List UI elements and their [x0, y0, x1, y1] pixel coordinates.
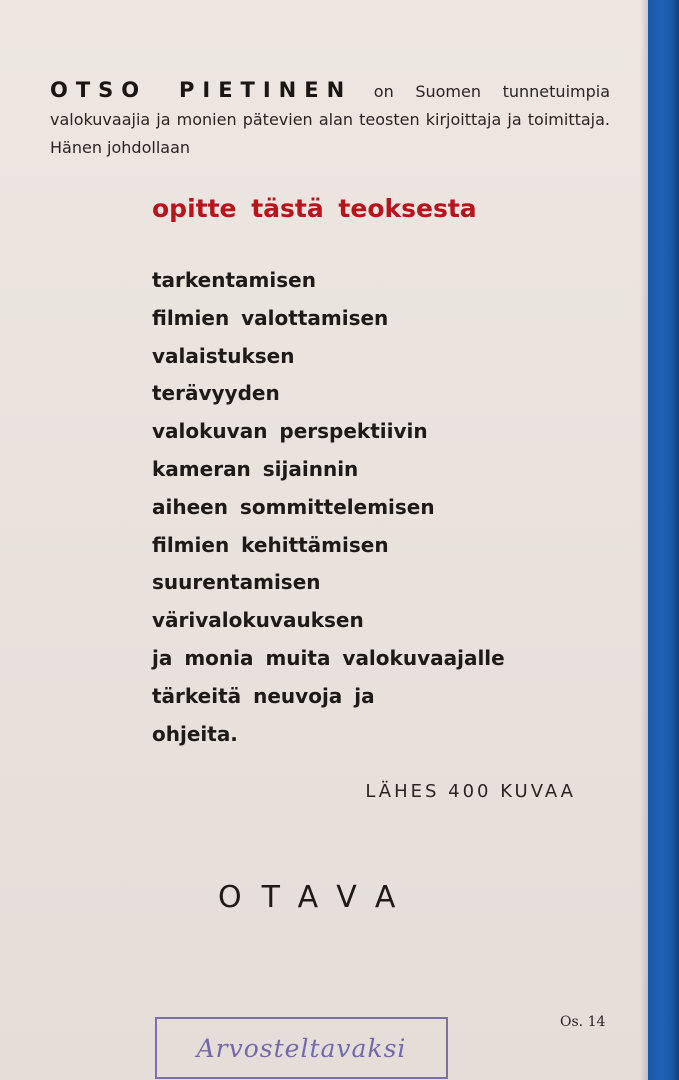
section-heading: opitte tästä teoksesta [152, 194, 477, 223]
topic-list [152, 262, 505, 753]
list-item: ohjeita. [152, 721, 238, 746]
list-item: suurentamisen [152, 570, 321, 595]
list-item: filmien kehittämisen [152, 532, 389, 557]
publisher-name: OTAVA [218, 880, 416, 915]
list-item: ja monia muita valokuvaajalle [152, 645, 505, 670]
list-item: valaistuksen [152, 343, 295, 368]
author-name: OTSO PIETINEN [50, 78, 353, 102]
list-item: tärkeitä neuvoja ja [152, 683, 375, 708]
list-item: filmien valottamisen [152, 305, 389, 330]
review-stamp [155, 1017, 448, 1079]
photo-count-note: LÄHES 400 KUVAA [365, 781, 576, 802]
list-item: aiheen sommittelemisen [152, 494, 435, 519]
list-item: tarkentamisen [152, 268, 316, 292]
list-item: terävyyden [152, 381, 280, 406]
catalog-code: Os. 14 [560, 1014, 606, 1030]
book-spine [648, 0, 679, 1080]
list-item: valokuvan perspektiivin [152, 419, 428, 444]
author-description: on Suomen tunnetuimpia valokuvaajia ja monien pätevien alan teosten kirjoittaja ja toimittaja. Hänen johdollaan [50, 82, 611, 157]
stamp-text: Arvosteltavaksi [196, 1033, 407, 1063]
list-item: kameran sijainnin [152, 456, 359, 481]
list-item: värivalokuvauksen [152, 608, 364, 633]
spine-shadow [640, 0, 648, 1080]
author-intro [50, 76, 610, 162]
